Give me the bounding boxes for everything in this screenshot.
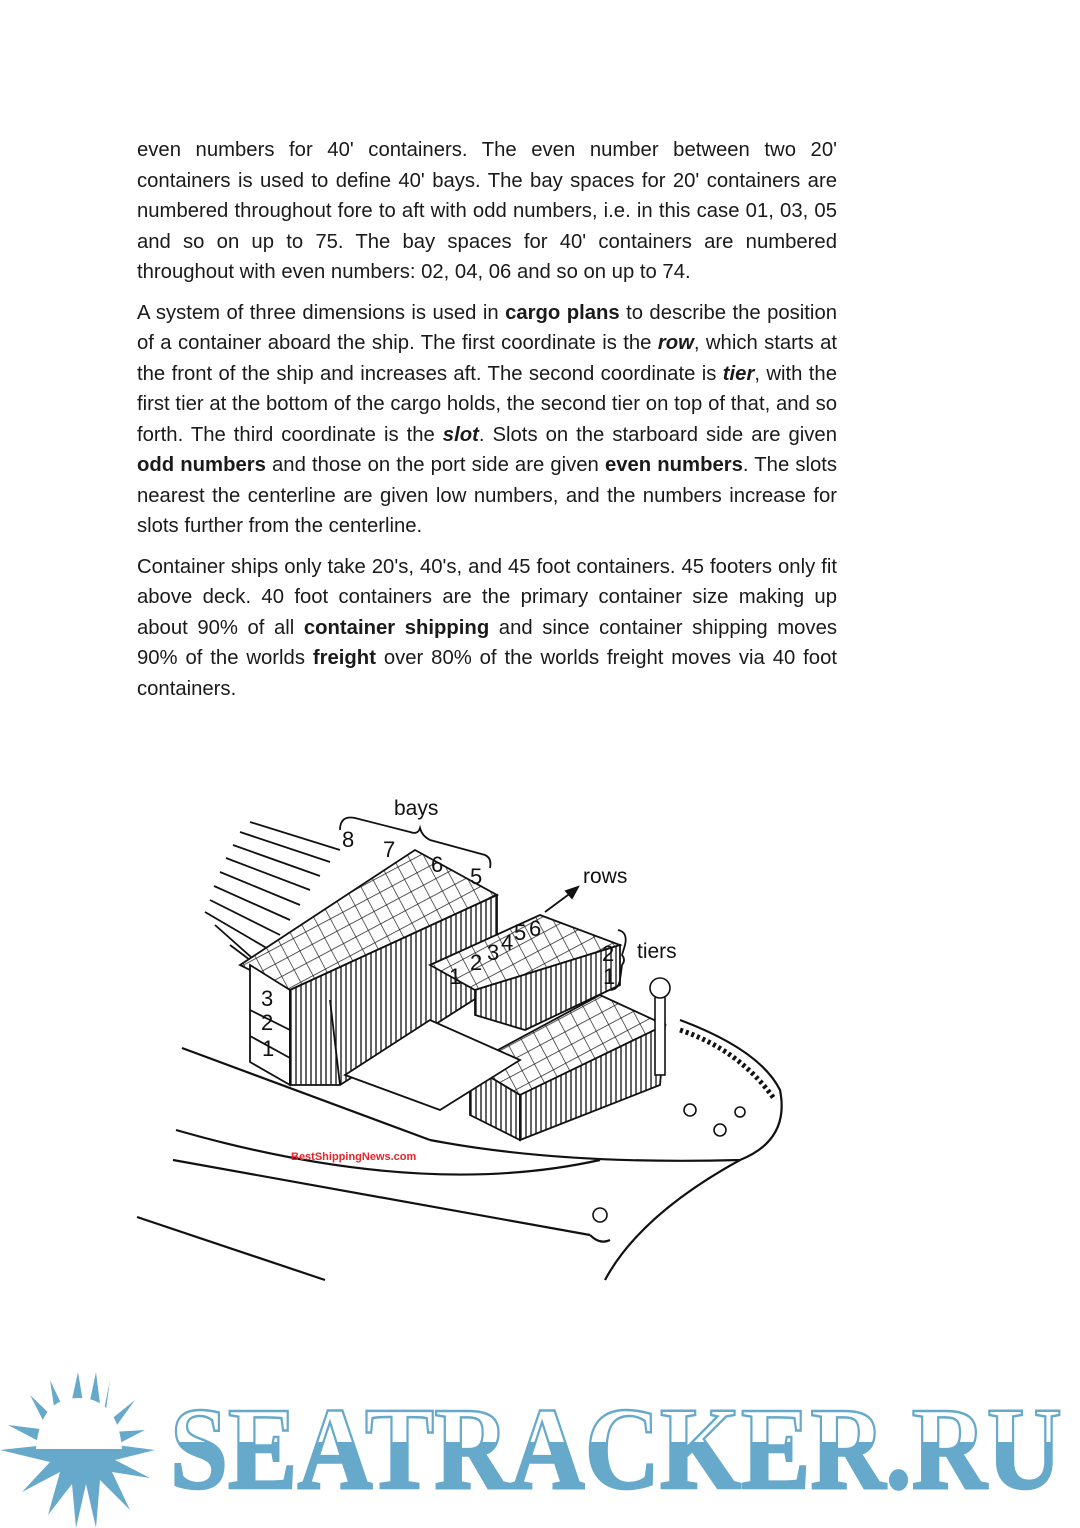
bay-number: 8 <box>342 827 355 852</box>
stack-tier-number: 2 <box>261 1010 274 1035</box>
rows-label: rows <box>583 865 628 888</box>
text-segment: and since container shipping moves 90% of the worlds <box>137 616 837 669</box>
bold-term: odd numbers <box>137 454 266 476</box>
text-segment: A system of three dimensions is used in <box>137 301 506 324</box>
watermark-text: BestShippingNews.com <box>291 1151 417 1163</box>
bold-italic-term: slot <box>442 423 479 446</box>
row-number: 2 <box>470 950 483 975</box>
sun-icon <box>0 1372 155 1528</box>
text-segment: to describe the position of a container aboard the ship. The first coordinate is the <box>137 301 837 354</box>
seatracker-logo <box>0 1372 1062 1528</box>
rows-arrow <box>545 887 578 912</box>
row-number: 6 <box>529 916 542 941</box>
bay-number: 7 <box>383 837 396 862</box>
text-segment: over 80% of the worlds freight moves via 40 foot containers. <box>137 647 837 700</box>
tiers-label: tiers <box>637 940 677 963</box>
tier-number: 2 <box>602 941 615 966</box>
text-segment: . Slots on the starboard side are given <box>478 423 837 446</box>
bold-term: freight <box>312 647 376 669</box>
bays-label: bays <box>394 797 439 820</box>
bay-number: 5 <box>470 864 483 889</box>
bold-term: cargo plans <box>505 301 620 324</box>
text-segment: , with the first tier at the bottom of the cargo holds, the second tier on top of that, and so forth. The third coordinate is the <box>137 362 837 446</box>
bold-italic-term: row <box>657 332 694 354</box>
text-segment: . The slots nearest the centerline are given low numbers, and the numbers increase for slots further from the centerline. <box>137 454 838 537</box>
row-number: 4 <box>501 930 514 955</box>
text-segment: , which starts at the front of the ship and increases aft. The second coordinate is <box>137 332 838 385</box>
stack-tier-number: 1 <box>262 1036 275 1061</box>
bold-italic-term: tier <box>722 362 755 385</box>
row-number: 3 <box>487 940 500 965</box>
bold-term: even numbers <box>604 454 743 476</box>
row-number: 5 <box>514 920 527 945</box>
bold-term: container shipping <box>303 616 490 639</box>
row-number: 1 <box>449 964 462 989</box>
tier-number: 1 <box>603 964 616 989</box>
text-segment: Container ships only take 20's, 40's, and 45 foot containers. 45 footers only fit above deck. 40 foot containers are the primary container size making up about 90% of all <box>137 555 837 639</box>
bay-number: 6 <box>431 852 444 877</box>
text-segment: even numbers for 40' containers. The even number between two 20' containers is used to define 40' bays. The bay spaces for 20' containers are numbered throughout fore to aft with odd numbers, i.e. in this case 01, 03, 05 and so on up to 75. The bay spaces for 40' containers are numbered throughout with even numbers: 02, 04, 06 and so on up to 74. <box>137 139 837 283</box>
text-segment: and those on the port side are given <box>265 454 605 476</box>
stack-tier-number: 3 <box>261 986 274 1011</box>
logo-text: SEATRACKER.RU <box>170 1383 1062 1514</box>
